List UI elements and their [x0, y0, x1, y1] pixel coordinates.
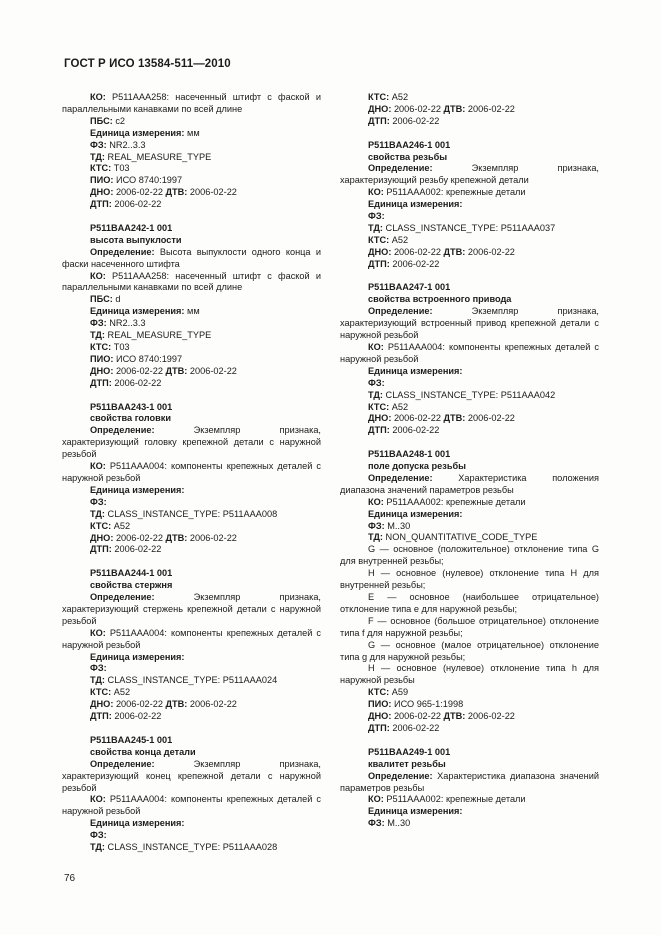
field-value: 2006-02-22: [113, 532, 166, 543]
field-label: ПБС:: [90, 115, 113, 126]
field-value: A52: [389, 401, 409, 412]
text-line: [340, 413, 599, 425]
text-line: [340, 544, 599, 568]
field-value: CLASS_INSTANCE_TYPE: P511AAA008: [105, 508, 278, 519]
text-line: [340, 449, 599, 461]
field-label: КО:: [368, 342, 384, 352]
entry-gap: [62, 556, 321, 568]
text-line: [340, 818, 599, 830]
field-value: G — основное (положительное) отклонение типа G для внутренней резьбы;: [340, 544, 599, 567]
field-label: ДТВ:: [443, 103, 466, 114]
field-value: T03: [111, 342, 130, 353]
field-label: КТС:: [368, 234, 390, 245]
field-value: 2006-02-22: [465, 246, 515, 257]
field-value: Экземпляр признака, характеризующий стержень крепежной детали с наружной резьбой: [62, 592, 321, 626]
field-value: P511AAA002: крепежные детали: [383, 794, 526, 805]
field-label: ФЗ:: [368, 377, 385, 388]
field-label: КО:: [90, 627, 106, 638]
entry-gap: [62, 723, 321, 735]
field-value: CLASS_INSTANCE_TYPE: P511AAA024: [105, 675, 278, 686]
text-line: [340, 521, 599, 533]
text-line: [340, 461, 599, 473]
field-value: Характеристика положения диапазона значений параметров резьбы: [340, 472, 599, 495]
field-value: c2: [112, 115, 126, 126]
field-value: 2006-02-22: [465, 711, 515, 722]
text-line: [62, 318, 321, 330]
field-label: ДНО:: [368, 413, 392, 424]
text-line: [62, 580, 321, 592]
field-value: NR2..3.3: [106, 318, 146, 329]
field-label: ФЗ:: [368, 211, 385, 222]
entry-gap: [62, 390, 321, 402]
field-label: свойства резьбы: [368, 151, 448, 162]
field-label: Единица измерения:: [90, 818, 185, 829]
field-value: A52: [111, 687, 131, 698]
field-label: КТС:: [90, 687, 112, 698]
field-label: ДТП:: [90, 544, 112, 555]
field-label: КО:: [90, 92, 106, 102]
field-label: ФЗ:: [90, 830, 107, 841]
text-line: [340, 342, 599, 366]
field-label: КТС:: [90, 520, 112, 531]
text-line: [340, 687, 599, 699]
field-label: ПИО:: [90, 353, 114, 364]
text-line: [340, 568, 599, 592]
text-line: [340, 723, 599, 735]
field-label: Определение:: [368, 770, 433, 781]
field-value: T03: [111, 163, 130, 174]
field-label: ДТВ:: [165, 187, 188, 198]
field-value: H — основное (нулевое) отклонение типа h для наружной резьбы: [340, 663, 599, 686]
field-label: P511BAA245-1 001: [90, 734, 173, 745]
field-value: Экземпляр признака, характеризующий резьбу крепежной детали: [340, 163, 599, 186]
field-label: ФЗ:: [90, 318, 107, 329]
field-value: E — основное (наибольшее отрицательное) отклонение типа e для наружной резьбы;: [340, 592, 599, 614]
field-value: P511AAA002: крепежные детали: [383, 496, 526, 507]
text-line: [62, 652, 321, 664]
field-label: P511BAA242-1 001: [90, 222, 173, 233]
text-line: [340, 747, 599, 759]
text-line: [340, 699, 599, 711]
text-line: [340, 402, 599, 414]
field-label: ДНО:: [368, 711, 392, 722]
text-line: [340, 235, 599, 247]
text-line: [340, 806, 599, 818]
field-value: 2006-02-22: [187, 365, 237, 376]
field-label: КТС:: [90, 163, 112, 174]
text-line: [340, 116, 599, 128]
entry-gap: [340, 271, 599, 283]
field-value: 2006-02-22: [391, 103, 444, 114]
text-line: [62, 497, 321, 509]
field-value: 2006-02-22: [113, 699, 166, 710]
text-line: [62, 306, 321, 318]
field-label: Определение:: [90, 246, 155, 257]
field-value: d: [112, 294, 121, 305]
text-line: [62, 175, 321, 187]
field-value: 2006-02-22: [113, 365, 166, 376]
field-value: мм: [184, 127, 200, 138]
field-value: P511AAA258: насеченный штифт с фаской и параллельными канавками по всей длине: [62, 92, 321, 114]
text-line: [340, 152, 599, 164]
field-label: КО:: [90, 270, 106, 281]
field-label: P511BAA248-1 001: [368, 449, 451, 460]
field-value: мм: [184, 306, 200, 317]
text-line: [62, 294, 321, 306]
field-label: ФЗ:: [90, 663, 107, 674]
field-label: ДТВ:: [165, 532, 188, 543]
field-label: P511BAA243-1 001: [90, 401, 173, 412]
field-value: A52: [389, 234, 409, 245]
text-line: [340, 306, 599, 342]
text-line: [340, 425, 599, 437]
field-value: H — основное (нулевое) отклонение типа H для внутренней резьбы;: [340, 568, 599, 591]
field-label: ДТВ:: [443, 413, 466, 424]
field-label: Единица измерения:: [368, 806, 463, 817]
text-line: [340, 473, 599, 497]
field-value: REAL_MEASURE_TYPE: [105, 330, 212, 341]
field-label: Единица измерения:: [90, 127, 185, 138]
field-value: Характеристика диапазона значений параметров резьбы: [340, 770, 599, 793]
text-line: [340, 592, 599, 616]
text-line: [62, 116, 321, 128]
field-label: ТД:: [90, 508, 105, 519]
text-line: [340, 140, 599, 152]
text-line: [340, 771, 599, 795]
left-column: [62, 92, 321, 854]
field-value: ИСО 8740:1997: [113, 353, 183, 364]
field-value: 2006-02-22: [111, 711, 162, 722]
field-label: ДТВ:: [165, 699, 188, 710]
field-label: ПБС:: [90, 294, 113, 305]
text-line: [62, 794, 321, 818]
text-line: [62, 163, 321, 175]
field-label: Определение:: [90, 758, 155, 769]
text-line: [62, 330, 321, 342]
field-value: 2006-02-22: [389, 425, 440, 436]
field-label: КО:: [368, 496, 384, 507]
entry-gap: [340, 735, 599, 747]
text-line: [62, 592, 321, 628]
text-line: [340, 92, 599, 104]
field-label: ДНО:: [368, 246, 392, 257]
field-label: КТС:: [368, 92, 390, 102]
field-value: P511AAA004: компоненты крепежных деталей с наружной резьбой: [340, 342, 599, 364]
field-value: G — основное (малое отрицательное) отклонение типа g для наружной резьбы;: [340, 639, 599, 662]
text-line: [340, 282, 599, 294]
text-line: [62, 235, 321, 247]
text-line: [62, 521, 321, 533]
field-value: 2006-02-22: [391, 711, 444, 722]
text-line: [62, 354, 321, 366]
text-line: [340, 759, 599, 771]
text-line: [62, 223, 321, 235]
text-line: [340, 199, 599, 211]
field-value: P511AAA004: компоненты крепежных деталей с наружной резьбой: [62, 794, 321, 817]
field-label: ТД:: [368, 222, 383, 233]
field-value: 2006-02-22: [391, 246, 444, 257]
text-line: [340, 211, 599, 223]
field-label: ТД:: [90, 675, 105, 686]
field-label: Единица измерения:: [368, 199, 463, 210]
field-label: Определение:: [368, 472, 433, 483]
field-value: 2006-02-22: [389, 722, 440, 733]
text-line: [340, 366, 599, 378]
field-label: КО:: [368, 794, 384, 805]
field-label: свойства головки: [90, 413, 172, 424]
field-value: 2006-02-22: [111, 377, 162, 388]
field-label: ТД:: [368, 389, 383, 400]
text-line: [62, 759, 321, 795]
field-label: высота выпуклости: [90, 234, 182, 245]
text-line: [340, 711, 599, 723]
field-value: 2006-02-22: [389, 115, 440, 126]
field-label: ДТП:: [90, 377, 112, 388]
field-label: свойства встроенного привода: [368, 294, 512, 305]
text-line: [340, 223, 599, 235]
field-label: КТС:: [368, 687, 390, 698]
text-line: [62, 128, 321, 140]
field-label: ДТП:: [90, 199, 112, 210]
field-label: Единица измерения:: [368, 508, 463, 519]
field-label: свойства конца детали: [90, 746, 196, 757]
text-line: [62, 366, 321, 378]
field-label: ДНО:: [368, 103, 392, 114]
field-label: квалитет резьбы: [368, 758, 446, 769]
text-line: [340, 532, 599, 544]
field-label: ДТВ:: [165, 365, 188, 376]
field-label: КО:: [90, 794, 106, 805]
field-label: P511BAA244-1 001: [90, 568, 173, 579]
field-value: A59: [389, 687, 409, 698]
text-line: [340, 663, 599, 687]
text-line: [62, 675, 321, 687]
field-label: Определение:: [90, 592, 155, 603]
text-line: [62, 687, 321, 699]
text-line: [62, 735, 321, 747]
field-label: ДТВ:: [443, 246, 466, 257]
field-label: КТС:: [90, 342, 112, 353]
field-label: ДНО:: [90, 532, 114, 543]
text-line: [62, 402, 321, 414]
text-line: [62, 533, 321, 545]
page-header: ГОСТ Р ИСО 13584-511—2010: [64, 58, 231, 70]
text-line: [62, 413, 321, 425]
field-value: 2006-02-22: [113, 187, 166, 198]
field-label: ДНО:: [90, 365, 114, 376]
field-label: Единица измерения:: [90, 484, 185, 495]
text-line: [62, 663, 321, 675]
field-label: ТД:: [90, 842, 105, 853]
field-value: 2006-02-22: [389, 258, 440, 269]
text-line: [62, 830, 321, 842]
field-label: ТД:: [368, 532, 383, 543]
text-line: [62, 628, 321, 652]
field-label: ДТП:: [90, 711, 112, 722]
field-value: Экземпляр признака, характеризующий встроенный привод крепежной детали с наружной резьбой: [340, 306, 599, 341]
field-label: ПИО:: [368, 699, 392, 710]
right-column: [340, 92, 599, 830]
text-line: [62, 247, 321, 271]
text-line: [62, 509, 321, 521]
field-value: 2006-02-22: [391, 413, 444, 424]
field-value: P511AAA002: крепежные детали: [383, 187, 526, 198]
field-value: M..30: [384, 520, 411, 531]
field-label: ФЗ:: [90, 496, 107, 507]
field-value: CLASS_INSTANCE_TYPE: P511AAA028: [105, 842, 278, 853]
field-value: 2006-02-22: [465, 103, 515, 114]
text-line: [340, 187, 599, 199]
text-line: [62, 544, 321, 556]
field-label: P511BAA247-1 001: [368, 282, 451, 293]
field-value: P511AAA258: насеченный штифт с фаской и параллельными канавками по всей длине: [62, 270, 321, 293]
text-line: [62, 140, 321, 152]
field-value: A52: [111, 520, 131, 531]
field-label: ДТП:: [368, 115, 390, 126]
field-value: CLASS_INSTANCE_TYPE: P511AAA037: [383, 222, 556, 233]
field-value: 2006-02-22: [111, 199, 162, 210]
field-value: M..30: [384, 818, 411, 829]
field-value: 2006-02-22: [111, 544, 162, 555]
text-line: [340, 104, 599, 116]
field-label: ДТВ:: [443, 711, 466, 722]
field-value: 2006-02-22: [187, 699, 237, 710]
field-label: ДНО:: [90, 187, 114, 198]
field-value: 2006-02-22: [465, 413, 515, 424]
text-line: [62, 485, 321, 497]
field-value: REAL_MEASURE_TYPE: [105, 151, 212, 162]
field-value: 2006-02-22: [187, 187, 237, 198]
field-label: ФЗ:: [368, 520, 385, 531]
text-line: [340, 509, 599, 521]
field-label: Определение:: [368, 306, 433, 317]
text-line: [62, 342, 321, 354]
field-value: F — основное (большое отрицательное) отклонение типа f для наружной резьбы;: [340, 615, 599, 638]
field-value: Экземпляр признака, характеризующий головку крепежной детали с наружной резьбой: [62, 425, 321, 460]
text-line: [340, 640, 599, 664]
text-line: [62, 152, 321, 164]
field-label: КО:: [90, 461, 106, 472]
text-line: [62, 92, 321, 116]
text-line: [62, 461, 321, 485]
field-value: 2006-02-22: [187, 532, 237, 543]
text-line: [62, 699, 321, 711]
text-line: [62, 842, 321, 854]
text-line: [340, 378, 599, 390]
text-line: [340, 259, 599, 271]
page-number: 76: [64, 873, 76, 884]
field-label: Определение:: [90, 425, 155, 436]
field-label: Определение:: [368, 163, 433, 174]
field-label: ФЗ:: [368, 818, 385, 829]
field-value: NON_QUANTITATIVE_CODE_TYPE: [383, 532, 538, 543]
text-line: [340, 794, 599, 806]
text-line: [340, 163, 599, 187]
field-value: ИСО 8740:1997: [113, 175, 183, 186]
field-value: P511AAA004: компоненты крепежных деталей с наружной резьбой: [62, 461, 321, 483]
text-line: [340, 616, 599, 640]
field-value: A52: [389, 92, 409, 102]
field-value: P511AAA004: компоненты крепежных деталей с наружной резьбой: [62, 627, 321, 650]
field-label: КО:: [368, 187, 384, 198]
text-line: [62, 199, 321, 211]
field-value: Высота выпуклости одного конца и фаски насеченного штифта: [62, 246, 321, 269]
text-line: [340, 294, 599, 306]
text-line: [62, 818, 321, 830]
text-line: [340, 497, 599, 509]
field-label: P511BAA246-1 001: [368, 139, 451, 150]
text-line: [62, 711, 321, 723]
text-line: [340, 390, 599, 402]
text-line: [62, 271, 321, 295]
text-line: [62, 378, 321, 390]
entry-gap: [62, 211, 321, 223]
field-label: ТД:: [90, 151, 105, 162]
field-label: Единица измерения:: [368, 365, 463, 376]
entry-gap: [340, 437, 599, 449]
field-value: Экземпляр признака, характеризующий конец крепежной детали с наружной резьбой: [62, 758, 321, 793]
field-label: ДТП:: [368, 722, 390, 733]
field-label: Единица измерения:: [90, 651, 185, 662]
entry-gap: [340, 128, 599, 140]
field-label: ДТП:: [368, 258, 390, 269]
field-label: ФЗ:: [90, 139, 107, 150]
field-label: поле допуска резьбы: [368, 461, 467, 472]
field-label: ПИО:: [90, 175, 114, 186]
text-line: [62, 425, 321, 461]
text-line: [62, 568, 321, 580]
text-line: [62, 187, 321, 199]
field-value: CLASS_INSTANCE_TYPE: P511AAA042: [383, 389, 556, 400]
field-value: ИСО 965-1:1998: [391, 699, 464, 710]
field-label: ДНО:: [90, 699, 114, 710]
field-label: ТД:: [90, 330, 105, 341]
field-label: P511BAA249-1 001: [368, 746, 451, 757]
field-value: NR2..3.3: [106, 139, 146, 150]
field-label: свойства стержня: [90, 580, 173, 591]
field-label: Единица измерения:: [90, 306, 185, 317]
field-label: ДТП:: [368, 425, 390, 436]
field-label: КТС:: [368, 401, 390, 412]
text-line: [340, 247, 599, 259]
text-line: [62, 747, 321, 759]
